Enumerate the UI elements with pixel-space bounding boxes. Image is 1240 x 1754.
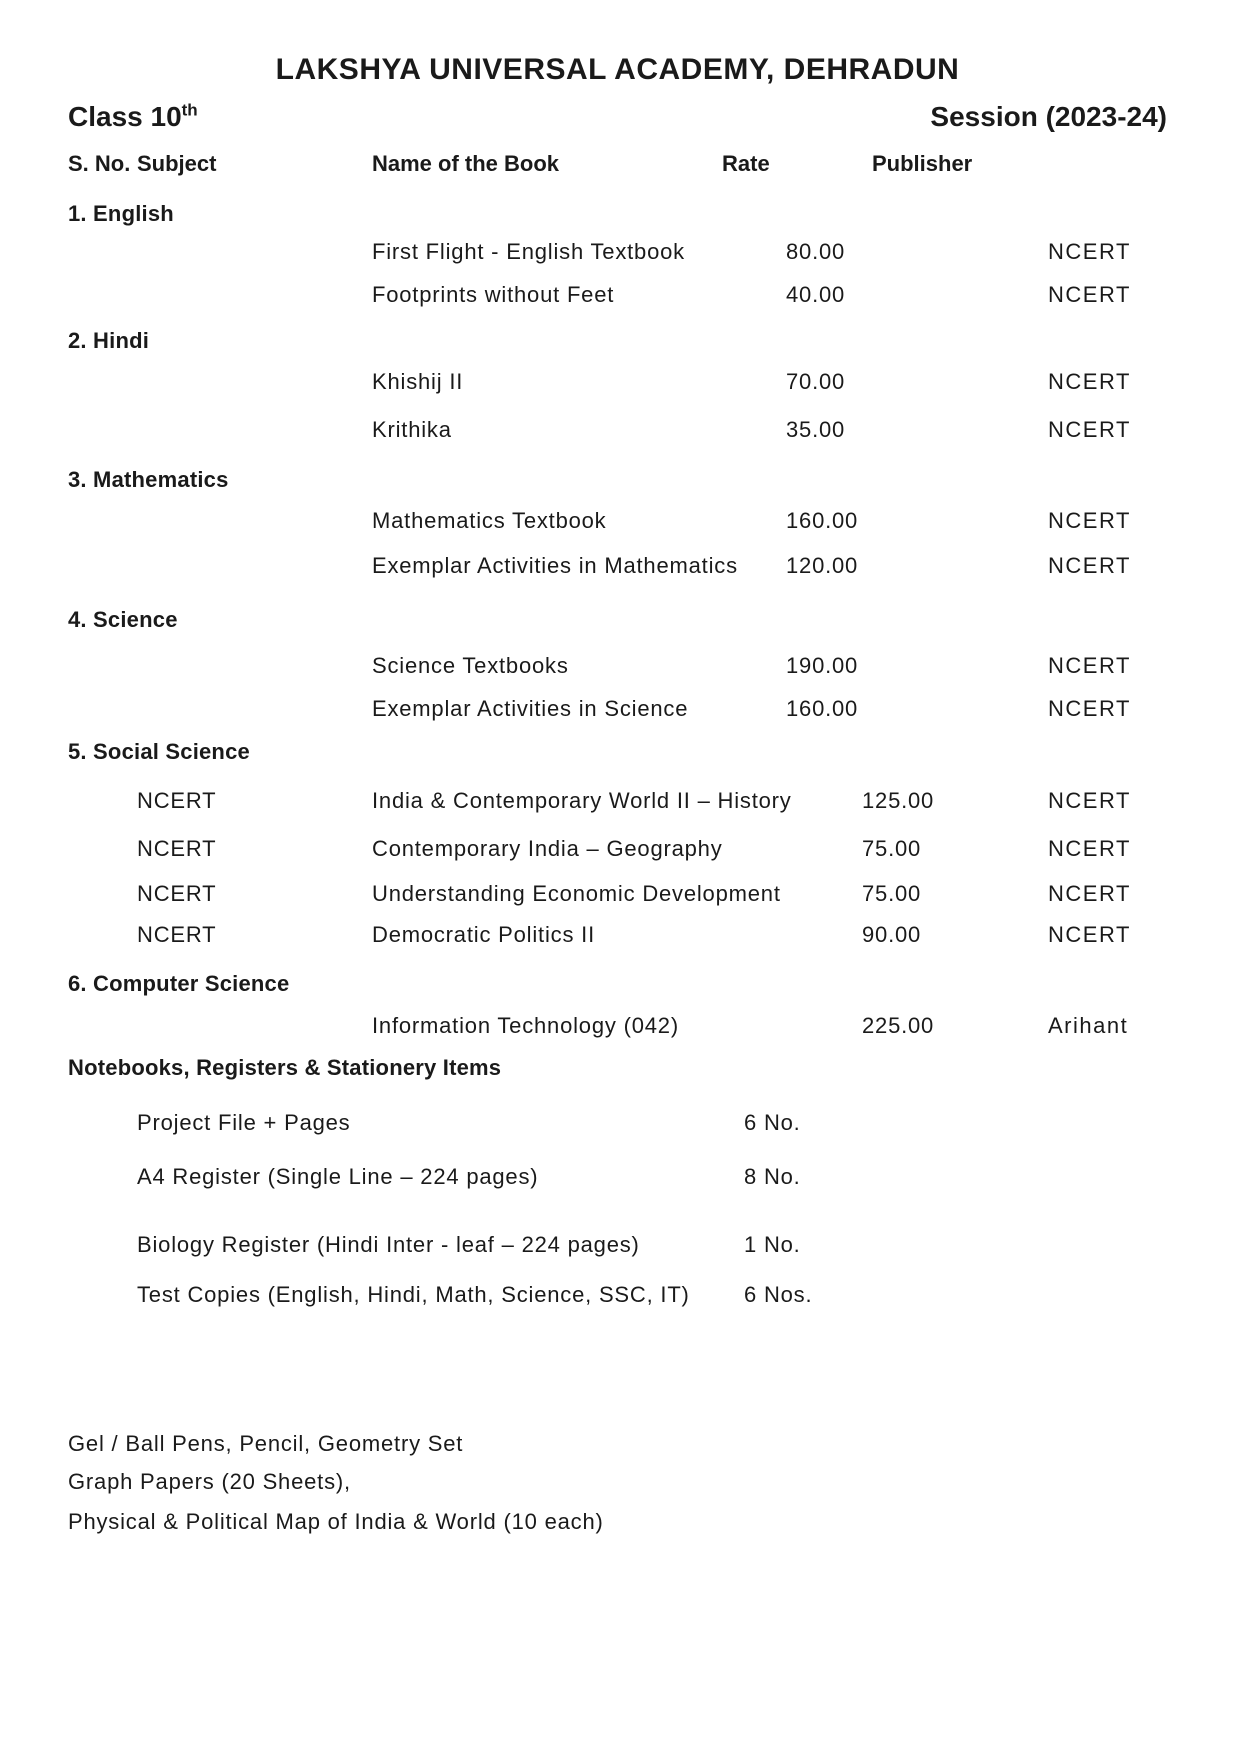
book-rate: 80.00 bbox=[786, 239, 846, 264]
book-rate: 160.00 bbox=[786, 696, 859, 721]
book-rate: 35.00 bbox=[786, 417, 846, 442]
item-name: A4 Register (Single Line – 224 pages) bbox=[137, 1164, 539, 1189]
book-publisher: NCERT bbox=[1048, 508, 1131, 533]
book-name: India & Contemporary World II – History bbox=[372, 788, 792, 813]
book-name: Khishij II bbox=[372, 369, 464, 394]
item-quantity: 6 No. bbox=[744, 1110, 801, 1135]
book-publisher: NCERT bbox=[1048, 417, 1131, 442]
book-rate: 125.00 bbox=[862, 788, 935, 813]
book-name: Footprints without Feet bbox=[372, 282, 615, 307]
item-name: Biology Register (Hindi Inter - leaf – 224 pages) bbox=[137, 1232, 640, 1257]
book-name: Exemplar Activities in Science bbox=[372, 696, 689, 721]
book-name: Democratic Politics II bbox=[372, 922, 595, 947]
item-quantity: 1 No. bbox=[744, 1232, 801, 1257]
book-name: Krithika bbox=[372, 417, 452, 442]
book-publisher: NCERT bbox=[1048, 653, 1131, 678]
book-rate: 75.00 bbox=[862, 836, 922, 861]
book-name: First Flight - English Textbook bbox=[372, 239, 685, 264]
book-subject: NCERT bbox=[137, 788, 217, 813]
item-name: Project File + Pages bbox=[137, 1110, 351, 1135]
column-header-publisher: Publisher bbox=[872, 151, 973, 176]
book-rate: 190.00 bbox=[786, 653, 859, 678]
page-title: LAKSHYA UNIVERSAL ACADEMY, DEHRADUN bbox=[275, 53, 960, 86]
book-rate: 90.00 bbox=[862, 922, 922, 947]
book-subject: NCERT bbox=[137, 836, 217, 861]
class-label: Class 10th bbox=[68, 100, 198, 132]
book-subject: NCERT bbox=[137, 922, 217, 947]
book-name: Information Technology (042) bbox=[372, 1013, 679, 1038]
book-publisher: NCERT bbox=[1048, 788, 1131, 813]
item-quantity: 8 No. bbox=[744, 1164, 801, 1189]
book-name: Mathematics Textbook bbox=[372, 508, 607, 533]
book-rate: 40.00 bbox=[786, 282, 846, 307]
book-rate: 70.00 bbox=[786, 369, 846, 394]
book-publisher: NCERT bbox=[1048, 282, 1131, 307]
book-rate: 120.00 bbox=[786, 553, 859, 578]
book-rate: 75.00 bbox=[862, 881, 922, 906]
book-subject: NCERT bbox=[137, 881, 217, 906]
book-name: Science Textbooks bbox=[372, 653, 569, 678]
book-publisher: Arihant bbox=[1048, 1013, 1129, 1038]
book-name: Understanding Economic Development bbox=[372, 881, 781, 906]
class-superscript: th bbox=[181, 100, 198, 120]
book-publisher: NCERT bbox=[1048, 881, 1131, 906]
book-name: Exemplar Activities in Mathematics bbox=[372, 553, 738, 578]
book-publisher: NCERT bbox=[1048, 553, 1131, 578]
book-publisher: NCERT bbox=[1048, 696, 1131, 721]
column-header-subject: Subject bbox=[137, 151, 217, 176]
column-header-rate: Rate bbox=[722, 151, 770, 176]
book-rate: 225.00 bbox=[862, 1013, 935, 1038]
book-list-document: LAKSHYA UNIVERSAL ACADEMY, DEHRADUN Class 10th Session (2023-24) S. No. Subject Name of the Book Rate Publisher 1. English First Flight - English Textbook 80.00 NCERT Footprints without Feet 40.00 NCERT 2. Hindi Khishij II 70.00 NCERT Krithika 35.00 NCERT 3. Mathematics Mathematics Textbook 160.00 NCERT Exemplar Activities in Mathematics 120.00 NCERT 4. Science Science Textbooks 190.00 NCERT Exemplar Activities in Science 160.00 NCERT 5. Social Science NCERT India & Contemporary World II – History 125.00 NCERT NCERT Contemporary India – Geography 75.00 NCERT NCERT Understanding Economic Development 75.00 NCERT NCERT Democratic Politics II 90.00 NCERT 6. Computer Science Information Technology (042) 225.00 Arihant Notebooks, Registers & Stationery Items Project File + Pages 6 No. A4 Register (Single Line – 224 pages) 8 No. Biology Register (Hindi Inter - leaf – 224 pages) 1 No. Test Copies (English, Hindi, Math, Science, SSC, IT) 6 Nos. Gel / Ball Pens, Pencil, Geometry Set Graph Papers (20 Sheets), Physical & Political Map of India & World (10 each) bbox=[0, 0, 1240, 1754]
item-quantity: 6 Nos. bbox=[744, 1282, 813, 1307]
book-name: Contemporary India – Geography bbox=[372, 836, 723, 861]
book-publisher: NCERT bbox=[1048, 836, 1131, 861]
session-label: Session (2023-24) bbox=[930, 101, 1167, 132]
book-rate: 160.00 bbox=[786, 508, 859, 533]
column-header-sno: S. No. bbox=[68, 151, 131, 176]
book-publisher: NCERT bbox=[1048, 239, 1131, 264]
item-name: Test Copies (English, Hindi, Math, Science, SSC, IT) bbox=[137, 1282, 690, 1307]
book-publisher: NCERT bbox=[1048, 369, 1131, 394]
column-header-book: Name of the Book bbox=[372, 151, 560, 176]
book-publisher: NCERT bbox=[1048, 922, 1131, 947]
